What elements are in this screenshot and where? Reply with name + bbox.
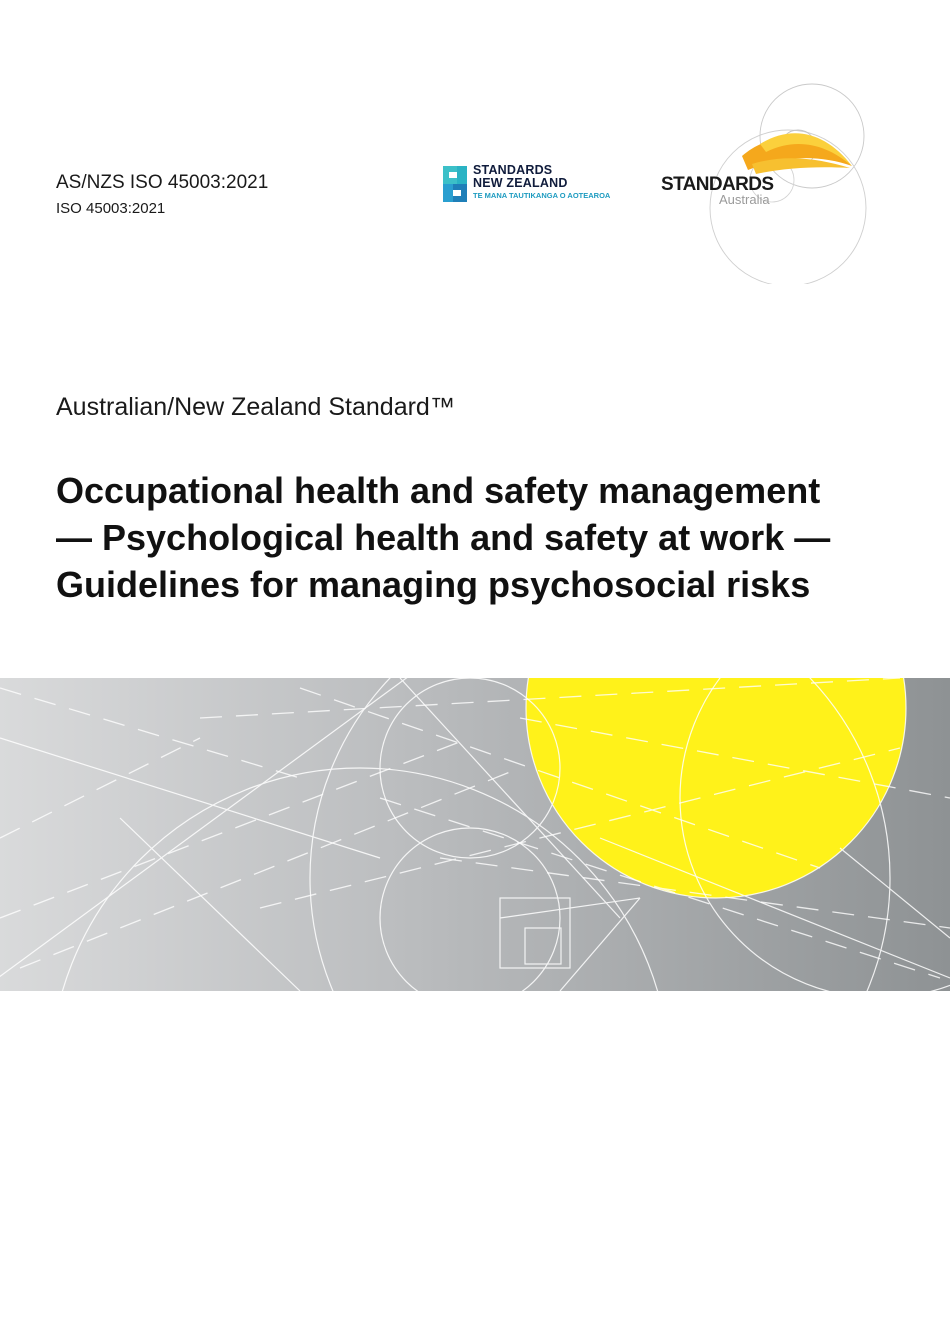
cover-banner-graphic xyxy=(0,678,950,991)
title-line-1: Occupational health and safety management xyxy=(56,470,821,511)
snz-tagline: TE MANA TAUTIKANGA O AOTEAROA xyxy=(473,191,611,200)
standards-new-zealand-logo xyxy=(443,164,613,206)
snz-line-2: NEW ZEALAND xyxy=(473,176,568,190)
sa-subtitle: Australia xyxy=(719,192,770,207)
sa-wordmark: STANDARDS xyxy=(661,174,774,195)
snz-line-1: STANDARDS xyxy=(473,163,553,177)
standard-number: AS/NZS ISO 45003:2021 xyxy=(56,172,269,193)
title-line-3: Guidelines for managing psychosocial risks xyxy=(56,564,811,605)
standard-type: Australian/New Zealand Standard™ xyxy=(56,393,455,421)
document-title xyxy=(56,467,916,608)
snz-mark-icon xyxy=(443,166,467,202)
iso-number: ISO 45003:2021 xyxy=(56,200,166,217)
title-line-2: — Psychological health and safety at work — xyxy=(56,517,831,558)
